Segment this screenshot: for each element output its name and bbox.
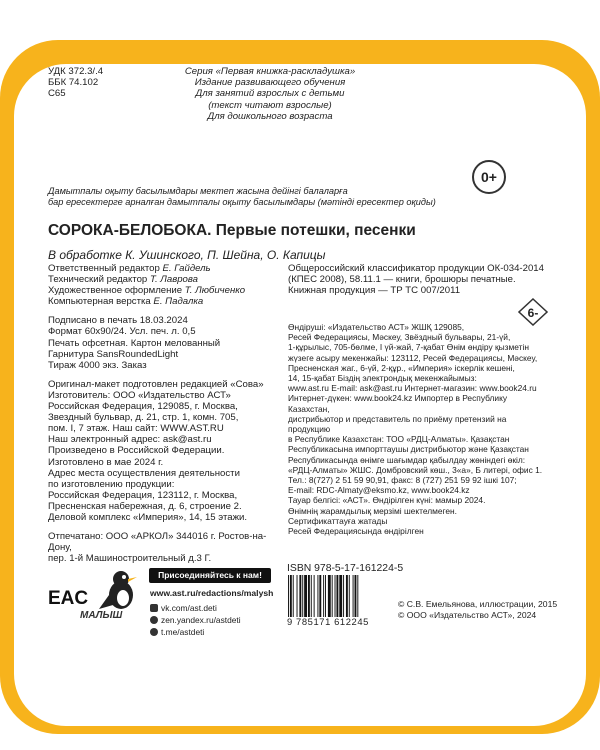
book-title: СОРОКА-БЕЛОБОКА. Первые потешки, песенки — [48, 222, 416, 239]
kz-info-line: Өндіруші: «Издательство АСТ» ЖШҚ 129085, — [288, 322, 465, 332]
publisher-line: Изготовитель: ООО «Издательство АСТ» — [48, 389, 231, 401]
barcode-bar — [302, 575, 303, 617]
barcode-bar — [339, 575, 342, 617]
address-line: Адрес места осуществления деятельности — [48, 467, 240, 479]
series-line: Серия «Первая книжка-раскладушка» — [184, 66, 356, 77]
authors-line: В обработке К. Ушинского, П. Шейна, О. Капицы — [48, 248, 326, 262]
series-line: (текст читают взрослые) — [208, 99, 332, 111]
author-code: С65 — [48, 88, 66, 100]
social-links — [150, 602, 241, 638]
barcode-bar — [317, 575, 318, 617]
barcode-bar — [357, 575, 358, 617]
kz-info-line: Ресей Федерациясында өндірілген — [288, 526, 424, 537]
vk-icon — [150, 604, 158, 612]
print-line: Тираж 4000 экз. Заказ — [48, 359, 147, 371]
kz-info-line: 1-құрылыс, 705-бөлме, I үй-жай, 7-қабат Өнім өндіру қызметін — [288, 342, 529, 353]
social-link-text: zen.yandex.ru/astdeti — [161, 615, 241, 625]
barcode-bar — [325, 575, 326, 617]
okp-line: (КПЕС 2008), 58.11.1 — книги, брошюры печатные. — [288, 274, 516, 286]
zen-icon — [150, 616, 158, 624]
copyright-line: © ООО «Издательство АСТ», 2024 — [398, 610, 537, 620]
barcode-bar — [336, 575, 338, 617]
print-line: Гарнитура SansRoundedLight — [48, 348, 179, 360]
barcode-bar — [299, 575, 301, 617]
kz-info-line: www.ast.ru E-mail: ask@ast.ru Интернет-магазин: www.book24.ru — [288, 383, 537, 394]
publisher-line: Наш электронный адрес: ask@ast.ru — [48, 434, 212, 446]
barcode-bar — [319, 575, 321, 617]
kz-info-line: E-mail: RDC-Almaty@eksmo.kz, www.book24.kz — [288, 485, 470, 496]
social-link-text: t.me/astdeti — [161, 627, 205, 637]
credit-name: Е. Гайдель — [162, 263, 211, 274]
barcode-bar — [311, 575, 312, 617]
series-line: Для дошкольного возраста — [207, 110, 333, 122]
kz-info-line: Тел.: 8(727) 2 51 59 90,91, факс: 8 (727) 251 59 92 ішкі 107; — [288, 475, 517, 486]
series-line: Для занятий взрослых с детьми — [195, 88, 345, 100]
barcode-bar — [349, 575, 350, 617]
publisher-line: Звездный бульвар, д. 21, стр. 1, комн. 705, — [48, 412, 239, 424]
social-link-text: vk.com/ast.deti — [161, 603, 217, 613]
barcode-bar — [332, 575, 333, 617]
barcode-bar — [355, 575, 357, 617]
publisher-line: Российская Федерация, 129085, г. Москва, — [48, 401, 238, 413]
credit-name: Т. Лаврова — [149, 274, 199, 286]
copyright-line: © С.В. Емельянова, иллюстрации, 2015 — [398, 599, 558, 609]
kz-info-line: Республикасына импорттаушы дистрибьютор және Қазақстан — [288, 444, 529, 455]
credit-role: Художественное оформление — [48, 285, 183, 297]
barcode-bar — [343, 575, 344, 617]
kz-info-line: Интернет-дүкен: www.book24.kz Импортер в Республику Казахстан, — [288, 393, 508, 414]
print-line: Подписано в печать 18.03.2024 — [48, 315, 188, 327]
publisher-line: пом. I, 7 этаж. Наш сайт: WWW.AST.RU — [48, 423, 224, 435]
eac-mark-text: EAC — [48, 588, 88, 609]
kz-info-line: «РДЦ-Алматы» ЖШС. Домбровский көш., 3«а», Б литері, офис 1. — [288, 464, 543, 475]
kz-info-line: жүзеге асыру мекенжайы: 123112, Ресей Федерациясы, Мәскеу, — [288, 352, 538, 363]
credit-name: Е. Падалка — [153, 296, 204, 308]
kazakh-line: Дамытпалы оқыту басылымдары мектеп жасына дейінгі балаларға — [48, 186, 348, 196]
okp-line: Общероссийский классификатор продукции ОК-034-2014 — [288, 263, 544, 274]
barcode-bar — [328, 575, 331, 617]
barcode-bar — [335, 575, 336, 617]
kz-info-block — [288, 322, 550, 536]
barcode-bar — [308, 575, 310, 617]
address-line: Деловой комплекс «Империя», 14, 15 этажи. — [48, 511, 248, 523]
barcode-bar — [353, 575, 354, 617]
kz-info-line: в Республике Казахстан: ТОО «РДЦ-Алматы». Қазақстан — [288, 434, 510, 445]
barcode-bar — [314, 575, 315, 617]
kz-info-line: Пресненская жаг., 6-үй, 2-құр., «Империя» іскерлік кешені, — [288, 362, 515, 373]
age-rating-badge: 0+ — [472, 160, 506, 194]
site-link[interactable]: www.ast.ru/redactions/malysh — [150, 588, 274, 598]
barcode-bar — [304, 575, 307, 617]
isbn: ISBN 978-5-17-161224-5 — [287, 563, 404, 574]
credit-row — [48, 263, 288, 274]
publisher-line: Произведено в Российской Федерации. — [48, 445, 225, 457]
barcode-bar — [297, 575, 298, 617]
barcode-bar — [290, 575, 292, 617]
print-line: Формат 60x90/24. Усл. печ. л. 0,5 — [48, 326, 196, 338]
address-line: Российская Федерация, 123112, г. Москва, — [48, 489, 238, 501]
social-link-vk[interactable] — [150, 602, 241, 614]
credit-row — [48, 296, 288, 307]
barcode-bar — [288, 575, 289, 617]
social-link-zen[interactable] — [150, 614, 241, 626]
magpie-mascot-icon — [95, 565, 145, 615]
kz-info-line: 14, 15-қабат Біздің электрондық мекенжайымыз: — [288, 373, 477, 384]
credit-role: Компьютерная верстка — [48, 296, 151, 308]
kz-info-line: Сертификаттауға жатады — [288, 515, 388, 526]
classification-block — [48, 66, 103, 100]
udk-code: УДК 372.3/.4 — [48, 66, 104, 77]
credit-row — [48, 274, 288, 285]
series-block — [150, 66, 390, 122]
credit-row — [48, 285, 288, 296]
telegram-icon — [150, 628, 158, 636]
series-line: Издание развивающего обучения — [194, 77, 346, 89]
okp-line: Книжная продукция — ТР ТС 007/2011 — [288, 285, 461, 297]
barcode-bar — [293, 575, 294, 617]
printed-at-line: Отпечатано: ООО «АРКОЛ» 344016 г. Ростов-на-Дону, — [48, 531, 267, 554]
kz-info-line: Республикасында өнімге шағымдар қабылдау жөніндегі өкіл: — [288, 454, 526, 465]
print-line: Печать офсетная. Картон мелованный — [48, 337, 221, 349]
publisher-line: Изготовлено в мае 2024 г. — [48, 456, 164, 468]
age-rating-6-text: 6- — [527, 306, 539, 320]
okp-block — [288, 263, 550, 296]
credit-role: Технический редактор — [48, 274, 148, 286]
address-line: по изготовлению продукции: — [48, 478, 175, 490]
kz-info-line: дистрибьютор и представитель по приёму претензий на продукцию — [288, 413, 507, 435]
kazakh-line: бар ересектерге арналған дамытпалы оқыту басылымдары (мәтіндi ересектер оқиды) — [48, 197, 436, 207]
kz-info-line: Ресей Федерациясы, Мәскеу, Звёздный бульвары, 21-үй, — [288, 332, 511, 343]
credit-role: Ответственный редактор — [48, 263, 160, 274]
social-link-telegram[interactable] — [150, 626, 241, 638]
brand-logo: МАЛЫШ — [80, 610, 123, 621]
credit-name: Т. Любиченко — [184, 285, 246, 297]
barcode-icon — [287, 575, 395, 617]
printed-at-line: пер. 1-й Машиностроительный д.3 Г. — [48, 553, 212, 565]
kz-info-line: Тауар белгісі: «АСТ». Өндірілген күні: мамыр 2024. — [288, 495, 486, 506]
left-column — [48, 263, 288, 564]
address-line: Пресненская набережная, д. 6, строение 2. — [48, 500, 242, 512]
kz-info-line: Өнімнің жарамдылық мерзімі шектелмеген. — [288, 505, 457, 516]
publisher-line: Оригинал-макет подготовлен редакцией «Сова» — [48, 378, 264, 390]
bbk-code: ББК 74.102 — [48, 77, 99, 89]
join-us-button[interactable]: Присоединяйтесь к нам! — [149, 568, 271, 583]
barcode-bar — [346, 575, 348, 617]
barcode-number: 9 785171 612245 — [287, 616, 369, 627]
barcode-bar — [323, 575, 324, 617]
